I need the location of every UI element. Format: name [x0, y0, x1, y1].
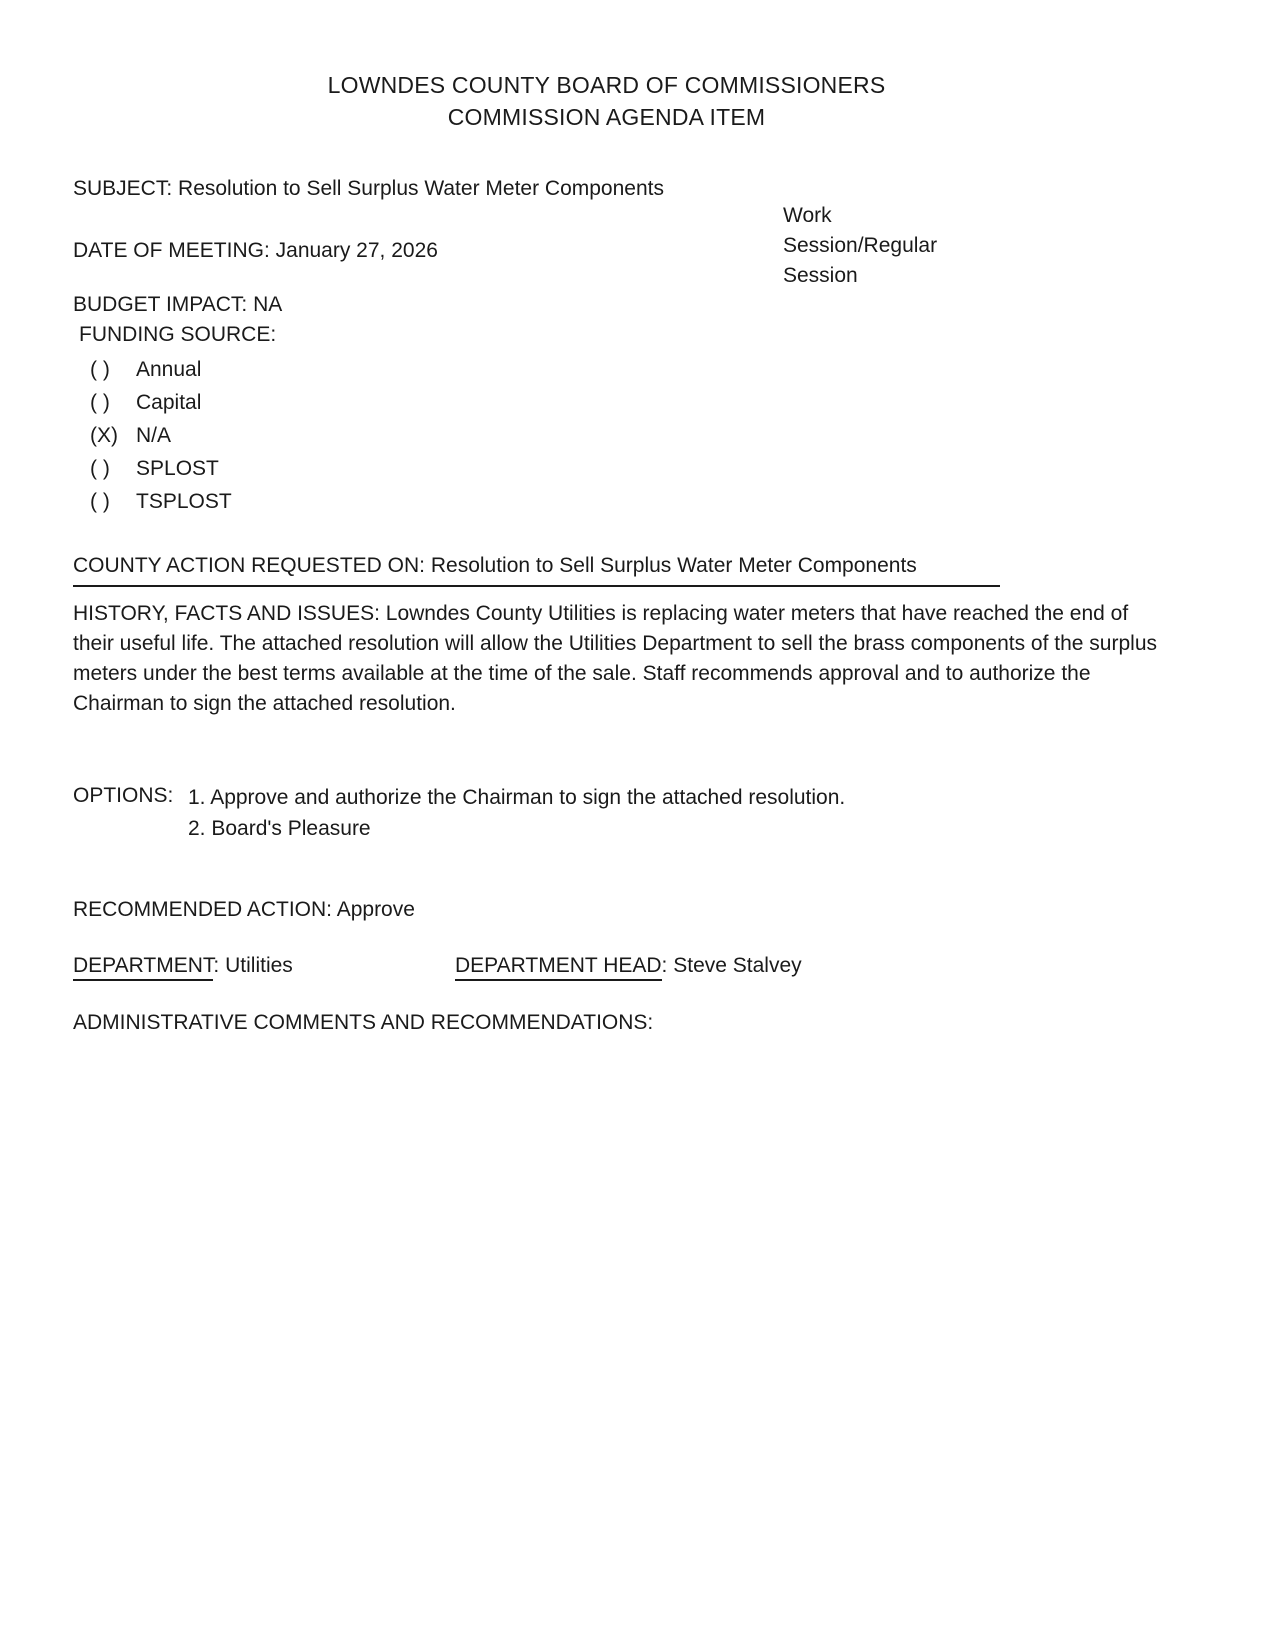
county-action-label: COUNTY ACTION REQUESTED ON:	[73, 554, 425, 577]
funding-option-annual	[90, 356, 232, 389]
date-of-meeting-line	[73, 237, 438, 265]
funding-option-label: N/A	[136, 424, 172, 447]
recommended-action-value: Approve	[336, 898, 415, 921]
department-line	[73, 952, 293, 980]
funding-option-capital	[90, 389, 232, 422]
funding-source-list	[90, 356, 232, 521]
department-label: DEPARTMENT	[73, 954, 213, 981]
recommended-action-label: RECOMMENDED ACTION:	[73, 898, 333, 921]
funding-option-splost	[90, 455, 232, 488]
funding-option-label: Capital	[136, 391, 202, 414]
county-action-line	[73, 552, 1000, 587]
subject-value: Resolution to Sell Surplus Water Meter Components	[178, 177, 664, 200]
history-label: HISTORY, FACTS AND ISSUES:	[73, 602, 380, 625]
date-of-meeting-label: DATE OF MEETING:	[73, 239, 270, 262]
department-value: Utilities	[225, 954, 293, 977]
checkbox-mark-checked: (X)	[90, 424, 118, 447]
department-colon: :	[213, 954, 220, 977]
option-item-1: 1. Approve and authorize the Chairman to sign the attached resolution.	[188, 786, 846, 809]
checkbox-mark: ( )	[90, 391, 110, 414]
recommended-action-line	[73, 896, 415, 924]
history-paragraph	[73, 599, 1158, 719]
options-label: OPTIONS:	[73, 784, 174, 807]
subject-line	[73, 175, 664, 203]
funding-option-label: TSPLOST	[136, 490, 232, 513]
department-head-line	[455, 952, 802, 980]
department-head-value: Steve Stalvey	[673, 954, 802, 977]
subject-label: SUBJECT:	[73, 177, 173, 200]
budget-impact-label: BUDGET IMPACT:	[73, 293, 248, 316]
funding-option-label: SPLOST	[136, 457, 219, 480]
history-value: Lowndes County Utilities is replacing water meters that have reached the end of their useful life. The attached resolution will allow the Utilities Department to sell the brass components of the surplus meters under the best terms available at the time of the sale. Staff recommends approval and to authorize the Chairman to sign the attached resolution.	[73, 602, 1157, 715]
budget-impact-line	[73, 291, 282, 319]
budget-impact-value: NA	[253, 293, 283, 316]
checkbox-mark: ( )	[90, 358, 110, 381]
department-head-label: DEPARTMENT HEAD	[455, 954, 662, 981]
document-title-line2: COMMISSION AGENDA ITEM	[447, 104, 766, 130]
admin-comments-label: ADMINISTRATIVE COMMENTS AND RECOMMENDATIONS:	[73, 1011, 654, 1034]
funding-option-na	[90, 422, 232, 455]
session-type: Work Session/Regular Session	[783, 204, 938, 287]
funding-source-label: FUNDING SOURCE:	[79, 323, 277, 346]
date-of-meeting-value: January 27, 2026	[275, 239, 438, 262]
department-head-colon: :	[661, 954, 668, 977]
options-list	[188, 782, 1138, 844]
funding-option-label: Annual	[136, 358, 202, 381]
funding-option-tsplost	[90, 488, 232, 521]
option-item-2: 2. Board's Pleasure	[188, 817, 371, 840]
checkbox-mark: ( )	[90, 457, 110, 480]
county-action-value: Resolution to Sell Surplus Water Meter Components	[430, 554, 917, 577]
checkbox-mark: ( )	[90, 490, 110, 513]
document-title-line1: LOWNDES COUNTY BOARD OF COMMISSIONERS	[327, 72, 886, 98]
